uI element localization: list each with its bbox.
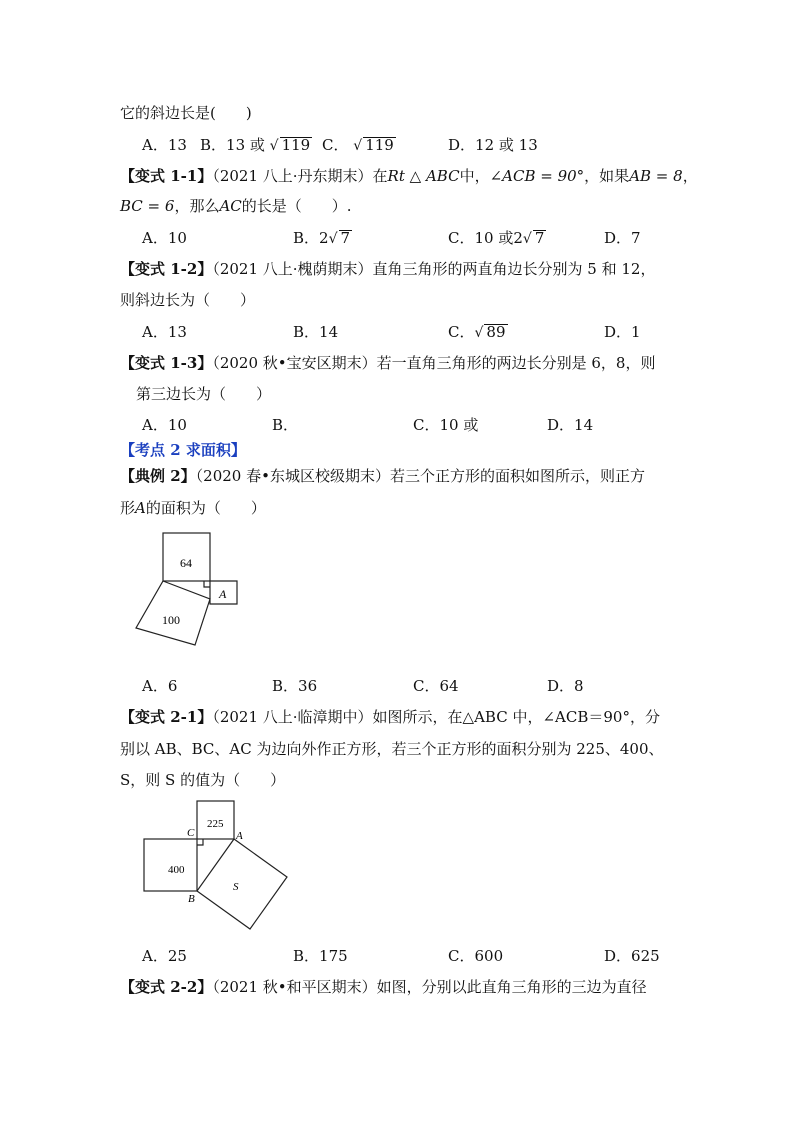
math-expr: ∠ACB = 90° <box>489 167 585 185</box>
question-tag: 【变式 1-1】 <box>120 167 213 185</box>
vertex-c: C <box>187 827 195 839</box>
radicand: 7 <box>340 229 351 247</box>
label-100: 100 <box>162 613 180 627</box>
option-a: A．25 <box>142 947 187 965</box>
option-a: A．10 <box>142 229 187 247</box>
option-c-label: C．10 或2 <box>448 229 523 247</box>
question-1-2-line1 <box>120 259 655 279</box>
option-b <box>200 135 312 156</box>
label-a: A <box>219 587 227 601</box>
math-expr: AB = 8 <box>629 167 683 185</box>
radicand: 119 <box>365 136 394 154</box>
radicand: 7 <box>534 229 545 247</box>
question-text: （2020 秋•宝安区期末）若一直角三角形的两边长分别是 6，8，则 <box>212 354 656 372</box>
question-1-1-line2 <box>120 196 352 216</box>
square-ab <box>197 839 287 929</box>
label-225: 225 <box>207 818 224 830</box>
option-d: D．12 或 13 <box>448 136 538 154</box>
question-2-1-line3: S，则 S 的值为（ ） <box>120 771 286 789</box>
label-s: S <box>233 881 239 893</box>
sqrt-symbol: √ <box>269 138 279 154</box>
example-2-line2 <box>120 498 266 518</box>
question-1-3-line2: 第三边长为（ ） <box>136 385 272 403</box>
question-2-1-line2: 别以 AB、BC、AC 为边向外作正方形，若三个正方形的面积分别为 225、400、 <box>120 740 664 758</box>
sqrt-symbol: √ <box>522 231 532 247</box>
sqrt-symbol: √ <box>328 231 338 247</box>
question-text: （2021 八上·临漳期中）如图所示，在△ABC 中，∠ACB＝90°，分 <box>212 708 660 726</box>
question-tag: 【变式 1-3】 <box>120 354 213 372</box>
option-b <box>293 228 352 249</box>
text-span: 中， <box>459 167 490 185</box>
math-expr: AC <box>219 197 242 215</box>
question-text: （2021 秋•和平区期末）如图，分别以此直角三角形的三边为直径 <box>212 978 647 996</box>
question-2-1-line1 <box>120 707 660 727</box>
option-b: B．36 <box>272 677 318 695</box>
text-span: ，那么 <box>174 197 220 215</box>
text-span: 的面积为（ ） <box>145 499 266 517</box>
option-b: B．175 <box>293 947 348 965</box>
section-heading: 【考点 2 求面积】 <box>120 441 246 459</box>
option-b: B． <box>272 416 299 434</box>
question-text: （2021 八上·槐荫期末）直角三角形的两直角边长分别为 5 和 12， <box>212 260 656 278</box>
text-span: 的长是（ ）. <box>241 197 352 215</box>
option-d: D．7 <box>604 229 641 247</box>
option-b: B．14 <box>293 323 339 341</box>
option-c-label: C． <box>448 323 475 341</box>
squares-figure-2 <box>144 801 294 931</box>
option-c: C．10 或 <box>413 416 479 434</box>
option-a: A．13 <box>142 323 187 341</box>
radicand: 89 <box>486 323 506 341</box>
option-d: D．8 <box>547 677 584 695</box>
question-1-3-line1 <box>120 353 655 373</box>
vertex-a: A <box>236 830 243 842</box>
question-2-2-line1 <box>120 977 647 997</box>
question-tag: 【变式 2-1】 <box>120 708 213 726</box>
question-tag: 【变式 1-2】 <box>120 260 213 278</box>
question-1-2-line2: 则斜边长为（ ） <box>120 291 256 309</box>
math-expr: Rt △ ABC <box>387 167 460 185</box>
text-span: 形 <box>120 499 136 517</box>
sqrt-symbol: √ <box>474 325 484 341</box>
option-a: A．6 <box>142 677 178 695</box>
option-d: D．1 <box>604 323 641 341</box>
option-c <box>448 228 546 249</box>
question-tag: 【典例 2】 <box>120 467 196 485</box>
intro-line: 它的斜边长是( ) <box>120 104 252 122</box>
radicand: 119 <box>281 136 311 154</box>
vertex-b: B <box>188 893 195 905</box>
option-d: D．14 <box>547 416 594 434</box>
math-expr: A <box>135 499 146 517</box>
math-expr: BC = 6 <box>120 197 175 215</box>
option-d: D．625 <box>604 947 660 965</box>
option-c <box>322 135 396 156</box>
question-source: （2021 八上·丹东期末）在 <box>212 167 388 185</box>
example-2-line1 <box>120 466 645 486</box>
label-400: 400 <box>168 864 185 876</box>
question-1-1-line1 <box>120 166 698 186</box>
squares-figure-1 <box>136 533 256 663</box>
option-b-label: B．13 或 <box>200 136 265 154</box>
option-b-label: B．2 <box>293 229 329 247</box>
option-a: A．13 <box>142 136 187 154</box>
label-64: 64 <box>180 556 192 570</box>
right-angle-mark <box>204 581 210 587</box>
option-c <box>448 322 508 343</box>
text-span: ，如果 <box>584 167 630 185</box>
option-a: A．10 <box>142 416 187 434</box>
option-c-label: C． <box>322 136 349 154</box>
text-span: ， <box>682 167 698 185</box>
sqrt-symbol: √ <box>353 138 363 154</box>
question-text: （2020 春•东城区校级期末）若三个正方形的面积如图所示，则正方 <box>195 467 645 485</box>
right-angle-mark <box>197 839 203 845</box>
option-c: C．64 <box>413 677 459 695</box>
option-c: C．600 <box>448 947 504 965</box>
question-tag: 【变式 2-2】 <box>120 978 213 996</box>
